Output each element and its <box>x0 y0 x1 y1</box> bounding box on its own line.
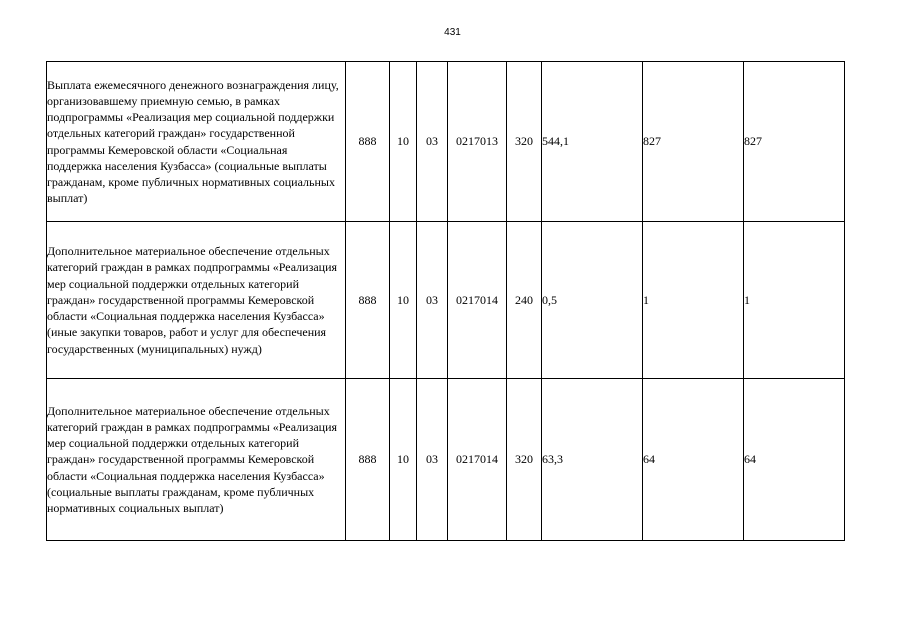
amount-cell-1: 544,1 <box>542 62 643 222</box>
section-code-cell: 10 <box>390 62 417 222</box>
budget-table <box>46 61 845 541</box>
amount-cell-1: 0,5 <box>542 222 643 379</box>
expense-type-cell: 320 <box>507 379 542 541</box>
amount-cell-3: 64 <box>744 379 845 541</box>
target-article-cell: 0217014 <box>448 379 507 541</box>
ministry-code-cell: 888 <box>346 379 390 541</box>
expense-type-cell: 240 <box>507 222 542 379</box>
expense-type-cell: 320 <box>507 62 542 222</box>
page-number: 431 <box>444 27 461 38</box>
ministry-code-cell: 888 <box>346 222 390 379</box>
subsection-code-cell: 03 <box>417 379 448 541</box>
subsection-code-cell: 03 <box>417 222 448 379</box>
description-cell: Дополнительное материальное обеспечение отдельных категорий граждан в рамках подпрограммы «Реализация мер социальной поддержки отдельных категорий граждан» государственной программы Кемеровской области «Социальная поддержка населения Кузбасса» (иные закупки товаров, работ и услуг для обеспечения государственных (муниципальных) нужд) <box>47 222 346 379</box>
target-article-cell: 0217013 <box>448 62 507 222</box>
amount-cell-2: 1 <box>643 222 744 379</box>
table-row <box>47 379 845 541</box>
amount-cell-3: 827 <box>744 62 845 222</box>
amount-cell-1: 63,3 <box>542 379 643 541</box>
table-row <box>47 62 845 222</box>
description-cell: Выплата ежемесячного денежного вознаграждения лицу, организовавшему приемную семью, в рамках подпрограммы «Реализация мер социальной поддержки отдельных категорий граждан» государственной программы Кемеровской области «Социальная поддержка населения Кузбасса» (социальные выплаты гражданам, кроме публичных нормативных социальных выплат) <box>47 62 346 222</box>
description-cell: Дополнительное материальное обеспечение отдельных категорий граждан в рамках подпрограммы «Реализация мер социальной поддержки отдельных категорий граждан» государственной программы Кемеровской области «Социальная поддержка населения Кузбасса» (социальные выплаты гражданам, кроме публичных нормативных социальных выплат) <box>47 379 346 541</box>
subsection-code-cell: 03 <box>417 62 448 222</box>
section-code-cell: 10 <box>390 222 417 379</box>
amount-cell-2: 827 <box>643 62 744 222</box>
section-code-cell: 10 <box>390 379 417 541</box>
target-article-cell: 0217014 <box>448 222 507 379</box>
ministry-code-cell: 888 <box>346 62 390 222</box>
amount-cell-3: 1 <box>744 222 845 379</box>
table-row <box>47 222 845 379</box>
amount-cell-2: 64 <box>643 379 744 541</box>
